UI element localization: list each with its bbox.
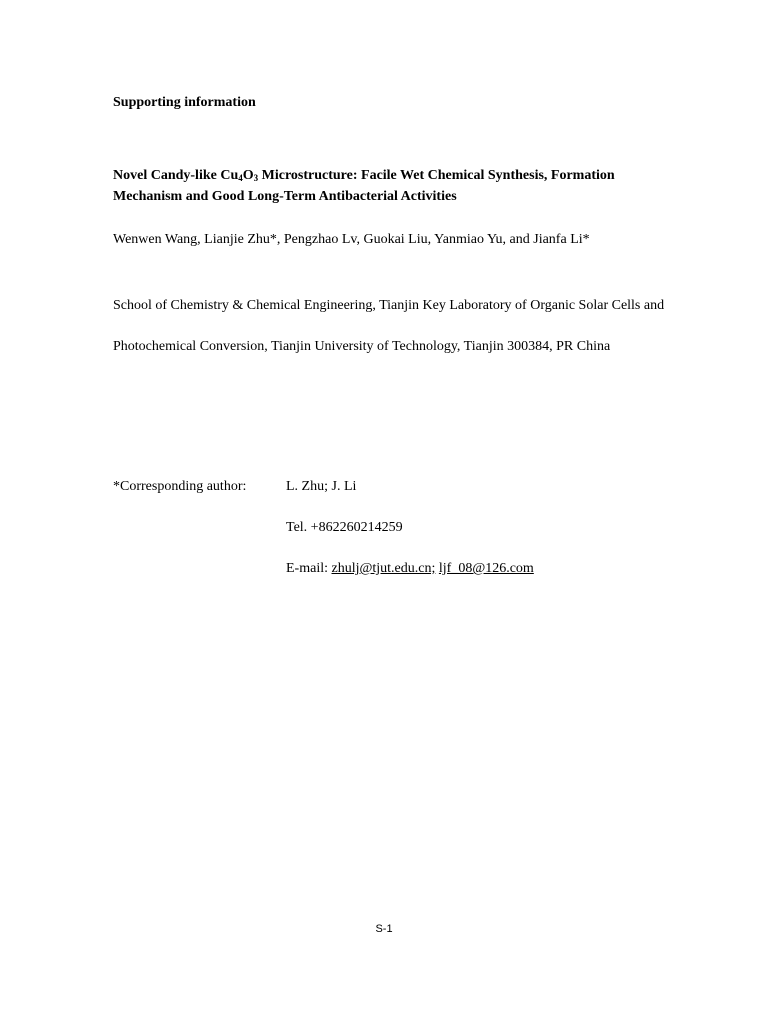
section-heading: Supporting information [113,95,256,110]
email-label: E-mail: [286,561,332,576]
title-subscript-3: 3 [253,173,259,183]
email-link-ljf[interactable]: ljf_08@126.com [438,561,534,576]
affiliation: School of Chemistry & Chemical Engineering, Tianjin Key Laboratory of Organic Solar Cells and Photochemical Conversion, Tianjin University of Technology, Tianjin 300384, PR China [113,298,665,354]
paper-title [113,165,673,207]
corresponding-author-label: *Corresponding author: [113,479,247,494]
email-link-zhulj[interactable]: zhulj@tjut.edu.cn; [331,561,436,576]
title-subscript-4: 4 [238,173,243,183]
title-prefix: Novel Candy-like Cu [113,168,239,183]
corresponding-author-names: L. Zhu; J. Li [286,479,357,494]
page-number: S-1 [375,923,393,935]
author-list: Wenwen Wang, Lianjie Zhu*, Pengzhao Lv, Guokai Liu, Yanmiao Yu, and Jianfa Li* [113,232,590,247]
corresponding-author-email [286,561,534,577]
corresponding-author-tel: Tel. +862260214259 [286,520,403,535]
title-oxygen: O [242,168,254,183]
title-suffix: Microstructure: Facile Wet Chemical Synthesis, Formation Mechanism and Good Long-Term Antibacterial Activities [113,168,615,204]
